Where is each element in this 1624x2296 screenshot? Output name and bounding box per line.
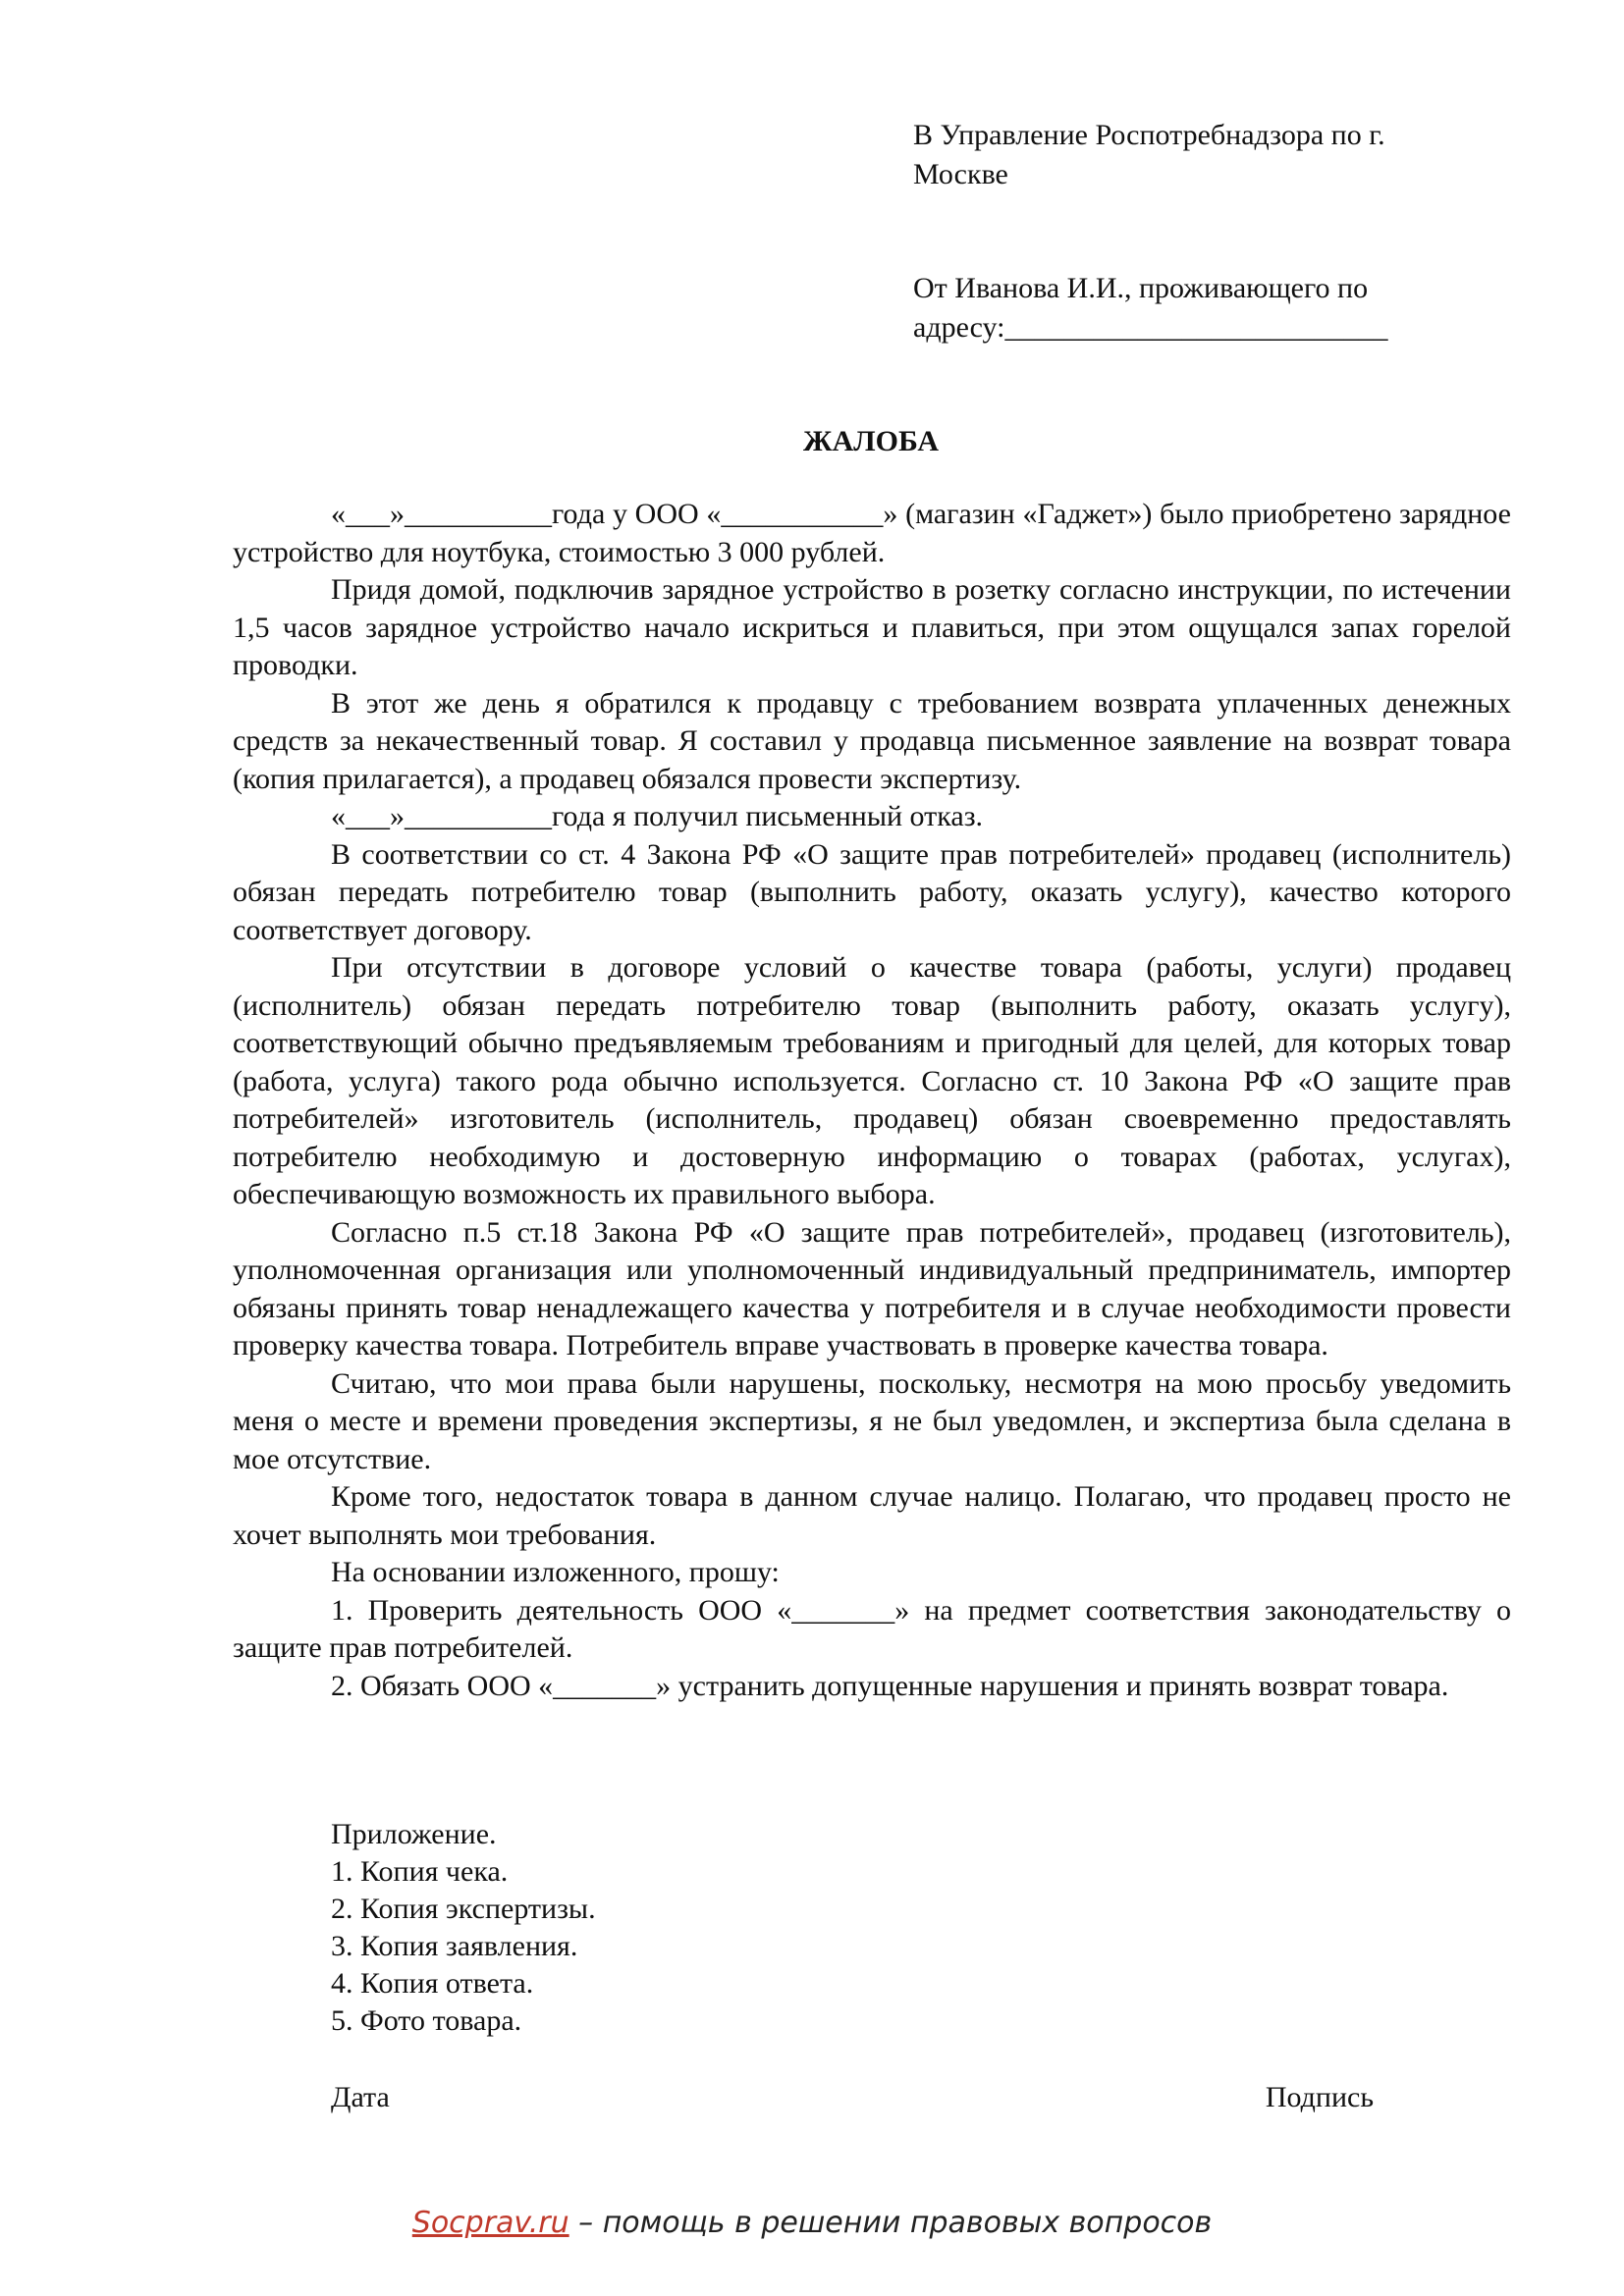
body-paragraph: Согласно п.5 ст.18 Закона РФ «О защите прав потребителей», продавец (изготовитель), уполномоченная организация или уполномоченный индивидуальный предприниматель, импортер обязаны принять товар ненадлежащего качества у потребителя и в случае необходимости провести проверку качества товара. Потребитель вправе участвовать в проверке качества товара. bbox=[233, 1215, 1511, 1362]
sender-line-1: От Иванова И.И., проживающего по bbox=[913, 272, 1369, 304]
footer-tagline: – помощь в решении правовых вопросов bbox=[568, 2206, 1213, 2240]
complaint-body bbox=[233, 496, 1511, 1705]
document-title: ЖАЛОБА bbox=[802, 425, 940, 457]
body-paragraph: Считаю, что мои права были нарушены, поскольку, несмотря на мою просьбу уведомить меня о месте и времени проведения экспертизы, я не был уведомлен, и экспертиза была сделана в мое отсутствие. bbox=[233, 1366, 1511, 1475]
body-paragraph: «___»__________года я получил письменный отказ. bbox=[331, 800, 984, 832]
body-paragraph: В соответствии со ст. 4 Закона РФ «О защите прав потребителей» продавец (исполнитель) обязан передать потребителю товар (выполнить работу, оказать услугу), качество которого соответствует договору. bbox=[233, 837, 1511, 946]
appendix-heading: Приложение. bbox=[331, 1818, 497, 1850]
appendix-list bbox=[331, 1816, 596, 2040]
footer-site-link[interactable]: Socprav.ru bbox=[411, 2206, 569, 2240]
appendix-item: 3. Копия заявления. bbox=[331, 1930, 578, 1962]
body-paragraph: Придя домой, подключив зарядное устройство в розетку согласно инструкции, по истечении 1,5 часов зарядное устройство начало искриться и плавиться, при этом ощущался запах горелой проводки. bbox=[233, 573, 1511, 681]
appendix-item: 2. Копия экспертизы. bbox=[331, 1893, 596, 1925]
request-item: 1. Проверить деятельность ООО «_______» на предмет соответствия законодательству о защите прав потребителей. bbox=[233, 1593, 1511, 1664]
footer bbox=[0, 2204, 1624, 2243]
body-paragraph: Кроме того, недостаток товара в данном случае налицо. Полагаю, что продавец просто не хочет выполнять мои требования. bbox=[233, 1480, 1511, 1551]
date-label: Дата bbox=[331, 2081, 390, 2113]
addressee-line-1: В Управление Роспотребнадзора по г. bbox=[913, 119, 1385, 151]
body-paragraph: В этот же день я обратился к продавцу с требованием возврата уплаченных денежных средств за некачественный товар. Я составил у продавца письменное заявление на возврат товара (копия прилагается), а продавец обязался провести экспертизу. bbox=[233, 686, 1511, 795]
body-paragraph: На основании изложенного, прошу: bbox=[331, 1556, 780, 1588]
request-item: 2. Обязать ООО «_______» устранить допущенные нарушения и принять возврат товара. bbox=[331, 1669, 1449, 1702]
addressee-block bbox=[913, 116, 1463, 194]
signature-label: Подпись bbox=[1265, 2081, 1374, 2113]
body-paragraph: «___»__________года у ООО «___________» (магазин «Гаджет») было приобретено зарядное устройство для ноутбука, стоимостью 3 000 рублей. bbox=[233, 498, 1511, 568]
body-paragraph: При отсутствии в договоре условий о качестве товара (работы, услуги) продавец (исполнитель) обязан передать потребителю товар (выполнить работу, оказать услугу), соответствующий обычно предъявляемым требованиям и пригодный для целей, для которых товар (работа, услуга) такого рода обычно используется. Согласно ст. 10 Закона РФ «О защите прав потребителей» изготовитель (исполнитель, продавец) обязан своевременно предоставлять потребителю необходимую и достоверную информацию о товарах (работах, услугах), обеспечивающую возможность их правильного выбора. bbox=[233, 951, 1511, 1210]
sender-line-2: адресу:__________________________ bbox=[913, 311, 1388, 344]
appendix-item: 4. Копия ответа. bbox=[331, 1967, 534, 2000]
sender-block bbox=[913, 269, 1463, 347]
appendix-item: 5. Фото товара. bbox=[331, 2004, 522, 2037]
appendix-item: 1. Копия чека. bbox=[331, 1855, 509, 1888]
addressee-line-2: Москве bbox=[913, 158, 1008, 190]
